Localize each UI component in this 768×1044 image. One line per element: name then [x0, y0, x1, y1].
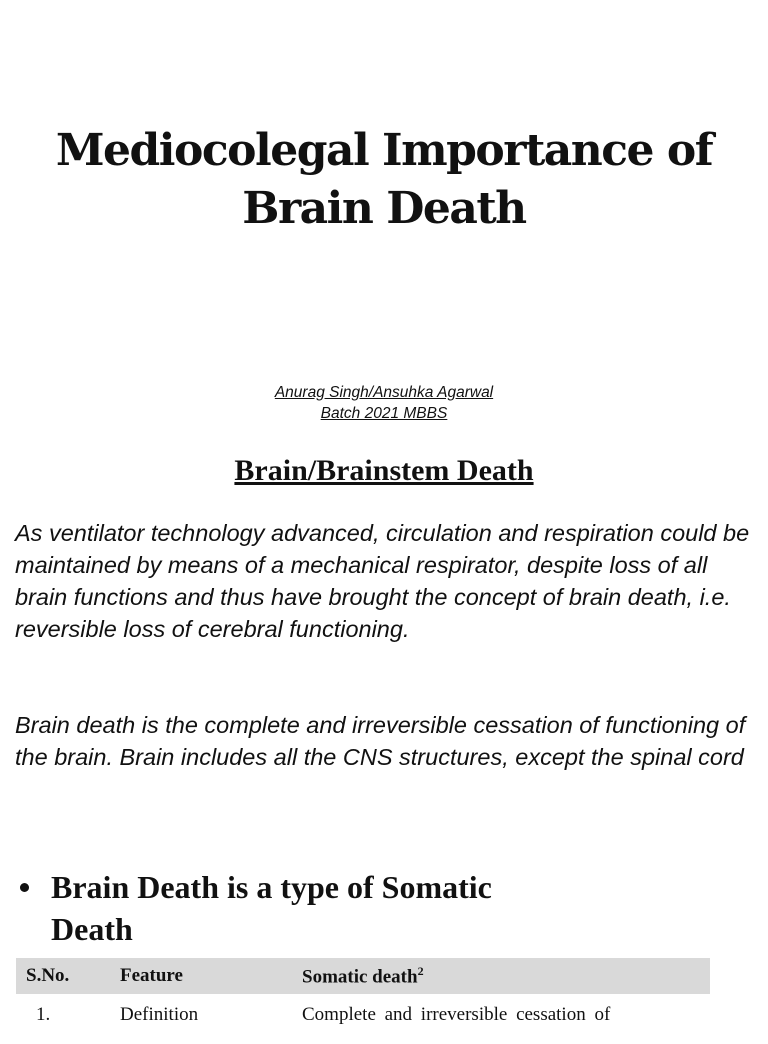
batch-label: Batch 2021 MBBS — [320, 405, 448, 422]
header-sno: S.No. — [16, 958, 110, 994]
table-header-row — [16, 958, 710, 994]
header-somatic-death — [292, 958, 710, 994]
header-somatic-death-label: Somatic death — [302, 966, 418, 988]
paragraph-definition: Brain death is the complete and irreversible cessation of functioning of the brain. Brain includes all the CNS structures, except the spinal cord — [15, 712, 746, 770]
paragraph-ventilator: As ventilator technology advanced, circulation and respiration could be maintained by means of a mechanical respirator, despite loss of all brain functions and thus have brought the concept of brain death, i.e. reversible loss of cerebral functioning. — [15, 520, 750, 642]
author-block — [0, 382, 768, 424]
bullet-line-2: Death — [51, 911, 133, 947]
cell-sno: 1. — [36, 1004, 51, 1025]
cell-feature: Definition — [120, 1004, 199, 1025]
bullet-text — [51, 866, 492, 950]
bullet-dot-icon — [20, 883, 29, 892]
cell-somatic-death: Complete and irreversible cessation of — [302, 1004, 611, 1025]
document-title — [40, 122, 728, 238]
header-feature: Feature — [110, 958, 292, 994]
bullet-point — [20, 866, 580, 950]
title-line-1: Mediocolegal Importance of — [55, 125, 713, 176]
bullet-line-1: Brain Death is a type of Somatic — [51, 869, 492, 905]
author-names: Anurag Singh/Ansuhka Agarwal — [274, 384, 494, 401]
section-heading: Brain/Brainstem Death — [234, 454, 534, 487]
footnote-marker: 2 — [417, 963, 424, 978]
title-line-2: Brain Death — [242, 183, 526, 234]
feature-table — [16, 958, 710, 1044]
table-row — [16, 994, 710, 1044]
